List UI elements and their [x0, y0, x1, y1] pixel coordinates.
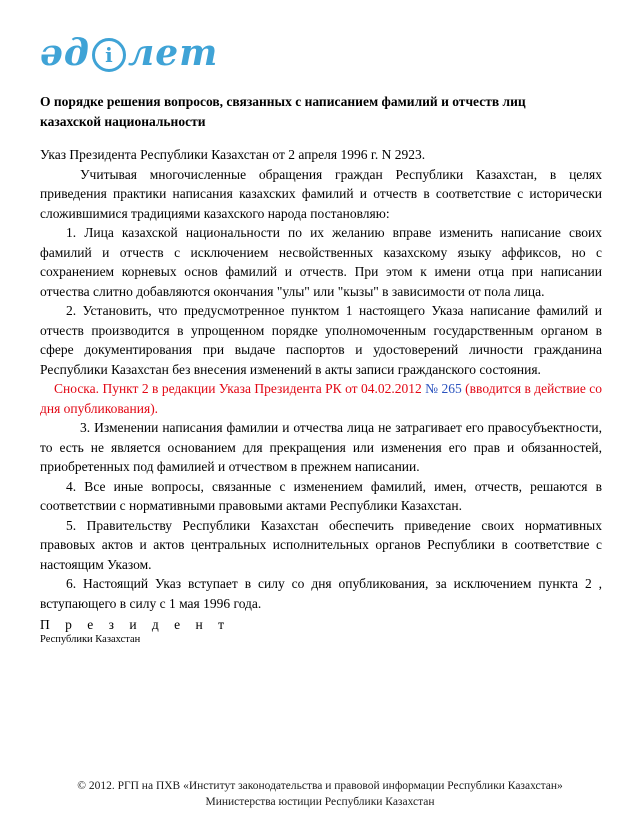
adilet-logo[interactable] — [40, 30, 602, 76]
paragraph-point-6: 6. Настоящий Указ вступает в силу со дня опубликования, за исключением пункта 2 , вступающего в силу с 1 мая 1996 года. — [40, 576, 602, 611]
paragraph-preamble: Учитывая многочисленные обращения граждан Республики Казахстан, в целях приведения практики написания казахских фамилий и отчеств в соответствие с исторически сложившимися традициями казахского народа постановляю: — [40, 166, 602, 221]
document-title: О порядке решения вопросов, связанных с написанием фамилий и отчеств лиц казахской национальности — [40, 94, 526, 129]
logo-info-circle-icon — [92, 38, 126, 72]
paragraph-point-1: 1. Лица казахской национальности по их желанию вправе изменить написание своих фамилий и отчеств с исключением несвойственных казахскому языку аффиксов, но с сохранением корневых основ фамилий и отчеств. При этом к имени отца при написании отчества слитно добавляются окончания "улы" или "кызы" в зависимости от пола лица. — [40, 225, 602, 299]
footnote-text-part1: Сноска. Пункт 2 в редакции Указа Президента РК от 04.02.2012 — [54, 381, 426, 396]
paragraph-point-2: 2. Установить, что предусмотренное пунктом 1 настоящего Указа написание фамилий и отчеств производится в упрощенном порядке уполномоченным государственным органом в сфере документирования при выдаче паспортов и удостоверений личности гражданина Республики Казахстан без внесения изменений в акты записи гражданского состояния. — [40, 303, 602, 377]
document-body — [40, 145, 602, 613]
footnote-decree-link[interactable]: № 265 — [425, 381, 462, 396]
logo-text-right: лет — [127, 32, 219, 74]
signature-block — [40, 616, 602, 646]
page-footer — [0, 778, 640, 810]
paragraph-decree-header: Указ Президента Республики Казахстан от 2 апреля 1996 г. N 2923. — [40, 147, 426, 162]
signature-republic: Республики Казахстан — [40, 634, 141, 645]
signature-president: П р е з и д е н т — [40, 617, 231, 632]
footer-ministry: Министерства юстиции Республики Казахстан — [205, 796, 435, 808]
paragraph-point-5: 5. Правительству Республики Казахстан обеспечить приведение своих нормативных правовых актов и актов центральных исполнительных органов Республики в соответствие с настоящим Указом. — [40, 517, 602, 572]
paragraph-point-4: 4. Все иные вопросы, связанные с изменением фамилий, имен, отчеств, решаются в соответствии с нормативными правовыми актами Республики Казахстан. — [40, 478, 602, 513]
paragraph-point-3: 3. Изменении написания фамилии и отчества лица не затрагивает его правосубъектности, то есть не является основанием для прекращения или изменения его прав и обязанностей, приобретенных под фамилией и отчеством в прежнем написании. — [40, 420, 602, 474]
logo-text-left: әд — [40, 32, 90, 74]
footer-copyright: © 2012. РГП на ПХВ «Институт законодательства и правовой информации Республики Казахстан» — [77, 780, 563, 792]
logo-i-letter: і — [105, 43, 113, 67]
footnote-text-part2: (вводится в действие со дня опубликования). — [40, 381, 603, 416]
footnote-paragraph — [40, 379, 602, 418]
